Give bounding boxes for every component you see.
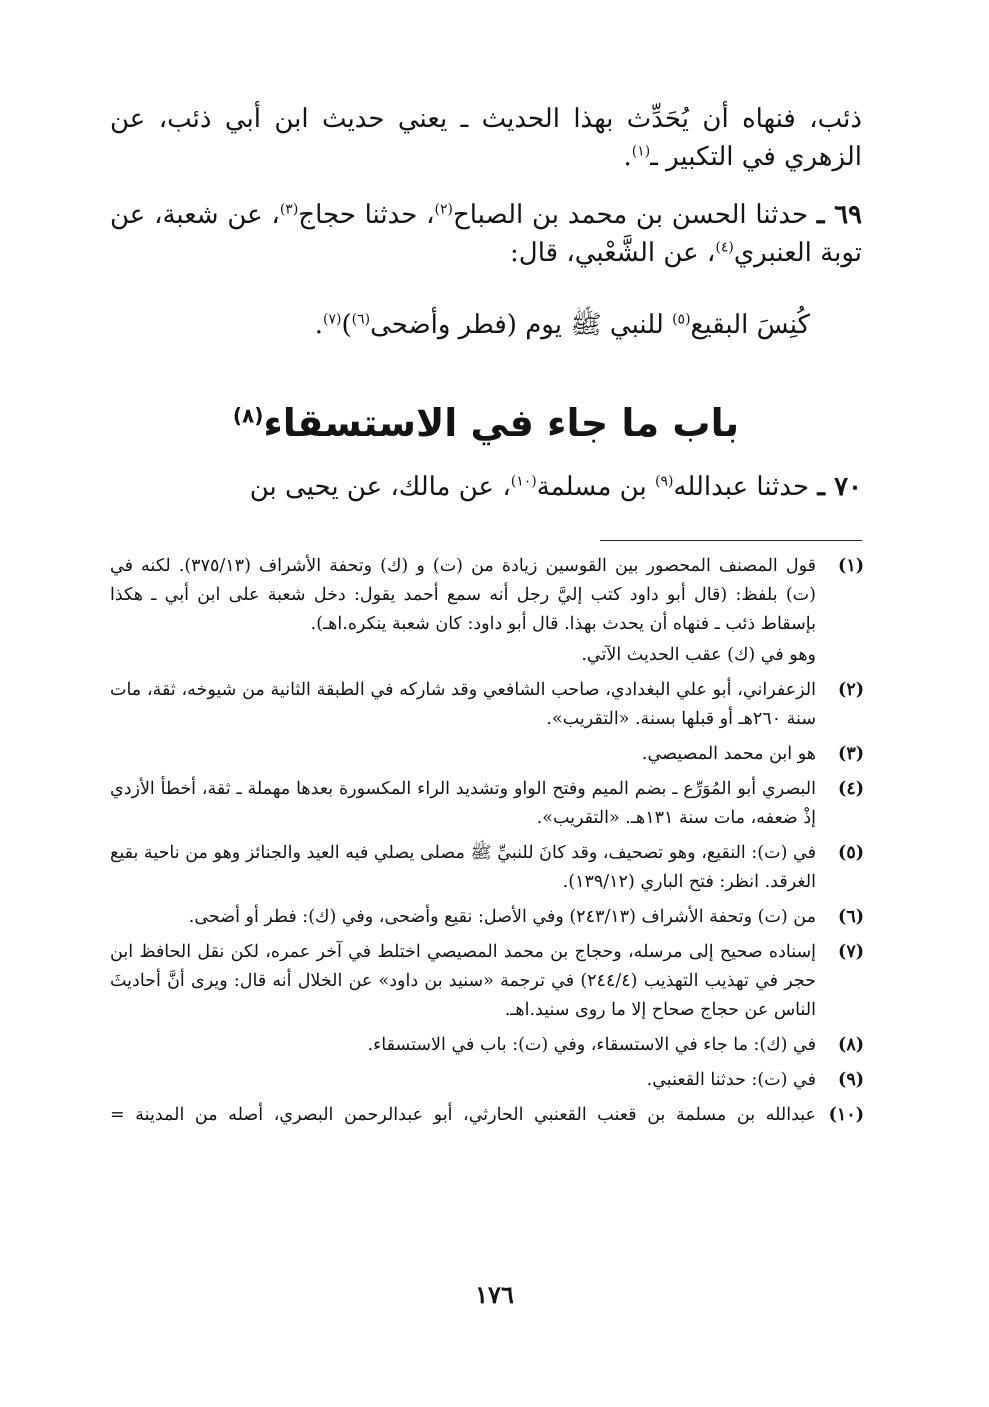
footnote-continuation: وهو في (ك) عقب الحديث الآتي. [581, 645, 816, 665]
footnote-text: عبدالله بن مسلمة بن قعنب القعنبي الحارثي، أبو عبدالرحمن البصري، أصله من المدينة = [110, 1105, 816, 1125]
footnote-item [110, 740, 864, 769]
hadith-text: ، عن مالك، عن يحيى بن [249, 472, 511, 502]
footnote-item [110, 938, 864, 1025]
footnote-number: (٤) [838, 779, 864, 799]
footnote-text: في (ك): ما جاء في الاستسقاء، وفي (ت): باب في الاستسقاء. [367, 1035, 816, 1055]
footnote-ref-1: (١) [631, 143, 651, 160]
footnote-ref-5: (٥) [672, 311, 691, 328]
hadith-text: حدثنا الحسن بن محمد بن الصباح [452, 200, 817, 230]
matn-text: كُنِسَ البقيع [690, 310, 810, 340]
hadith-number: ٦٩ ـ [816, 200, 862, 230]
footnote-item [110, 775, 864, 833]
hadith-70 [110, 468, 862, 506]
intro-end: . [623, 142, 632, 172]
footnote-text: هو ابن محمد المصيصي. [641, 744, 816, 764]
footnote-ref-6: (٦) [351, 311, 371, 328]
footnote-number: (١٠) [828, 1105, 864, 1125]
page-number: ١٧٦ [475, 1280, 514, 1309]
footnote-number: (٧) [838, 942, 864, 962]
chapter-title [110, 398, 862, 448]
footnote-text: الزعفراني، أبو علي البغدادي، صاحب الشافعي وقد شاركه في الطبقة الثانية من شيوخه، ثقة، مات سنة ٢٦٠هـ أو قبلها بسنة. «التقريب». [110, 680, 816, 729]
footnote-ref-7: (٧) [323, 311, 342, 328]
matn-text: . [314, 310, 324, 340]
footnote-ref-10: (١٠) [510, 473, 537, 490]
footnote-number: (٨) [838, 1035, 864, 1055]
footnote-ref-9: (٩) [654, 473, 674, 490]
footnote-ref-4: (٤) [715, 239, 734, 256]
footnote-number: (٦) [838, 907, 864, 927]
footnote-item [110, 903, 864, 932]
hadith-text: بن مسلمة [536, 472, 655, 502]
footnote-item [110, 1031, 864, 1060]
hadith-text: ، حدثنا حجاج [298, 200, 435, 230]
hadith-text: ، عن شعبة، عن توبة العنبري [110, 200, 862, 268]
footnote-item [110, 1101, 864, 1130]
footnote-number: (١) [838, 556, 864, 576]
intro-paragraph [110, 100, 862, 176]
footnote-text: البصري أبو المُوَرِّع ـ بضم الميم وفتح الواو وتشديد الراء المكسورة بعدها مهملة ـ ثقة، أخطأ الأزدي إذْ ضعفه، مات سنة ١٣١هـ. «التقريب». [110, 779, 816, 828]
footnote-number: (٣) [838, 744, 864, 764]
footnote-text: إسناده صحيح إلى مرسله، وحجاج بن محمد المصيصي اختلط في آخر عمره، لكن نقل الحافظ ابن حجر في تهذيب التهذيب (٢٤٤/٤) في ترجمة «سنيد بن داود» عن الخلال أنه قال: ويرى أنَّ أحاديثَ الناس عن حجاج صحاح إلا ما روى سنيد.اهـ. [110, 942, 817, 1020]
footnote-ref-2: (٢) [434, 201, 453, 218]
matn-text: للنبي ﷺ يوم (فطر وأضحى [370, 310, 673, 340]
footnote-item [110, 676, 864, 734]
matn-text: ) [341, 310, 352, 340]
footnote-item [110, 1066, 864, 1095]
footnote-ref-8: (٨) [232, 403, 264, 428]
hadith-text: حدثنا عبدالله [673, 472, 818, 502]
footnote-item [110, 839, 864, 897]
footnote-number: (٥) [838, 843, 864, 863]
chapter-title-text: باب ما جاء في الاستسقاء [263, 401, 740, 445]
footnote-text: من (ت) وتحفة الأشراف (٢٤٣/١٣) وفي الأصل: نقيع وأضحى، وفي (ك): فطر أو أضحى. [188, 907, 816, 927]
hadith-number: ٧٠ ـ [817, 472, 862, 502]
footnote-text: في (ت): حدثنا القعنبي. [646, 1070, 816, 1090]
intro-text: ذئب، فنهاه أن يُحَدِّث بهذا الحديث ـ يعني حديث ابن أبي ذئب، عن الزهري في التكبير ـ [110, 104, 862, 172]
footnote-number: (٢) [838, 680, 864, 700]
footnote-number: (٩) [838, 1070, 864, 1090]
footnote-ref-3: (٣) [279, 201, 299, 218]
footnote-item [110, 552, 864, 639]
hadith-69-matn [110, 306, 810, 344]
footnote-text: في (ت): النقيع، وهو تصحيف، وقد كانَ للنبيِّ ﷺ مصلى يصلي فيه العيد والجنائز وهو من ناحية بقيع الغرقد. انظر: فتح الباري (١٣٩/١٢). [110, 843, 816, 892]
footnote-text: قول المصنف المحصور بين القوسين زيادة من (ت) و (ك) وتحفة الأشراف (٣٧٥/١٣). لكنه في (ت) بلفظ: (قال أبو داود كتب إليَّ رجل أنه سمع أحمد يقول: دخل شعبة على ابن أبي ـ هكذا بإسقاط ذئب ـ فنهاه أن يحدث بهذا. قال أبو داود: كان شعبة ينكره.اهـ). [110, 556, 816, 634]
footnote-separator [600, 540, 862, 541]
hadith-69 [110, 196, 862, 272]
footnotes-section [110, 552, 864, 1136]
hadith-text: ، عن الشَّعْبي، قال: [510, 238, 716, 268]
